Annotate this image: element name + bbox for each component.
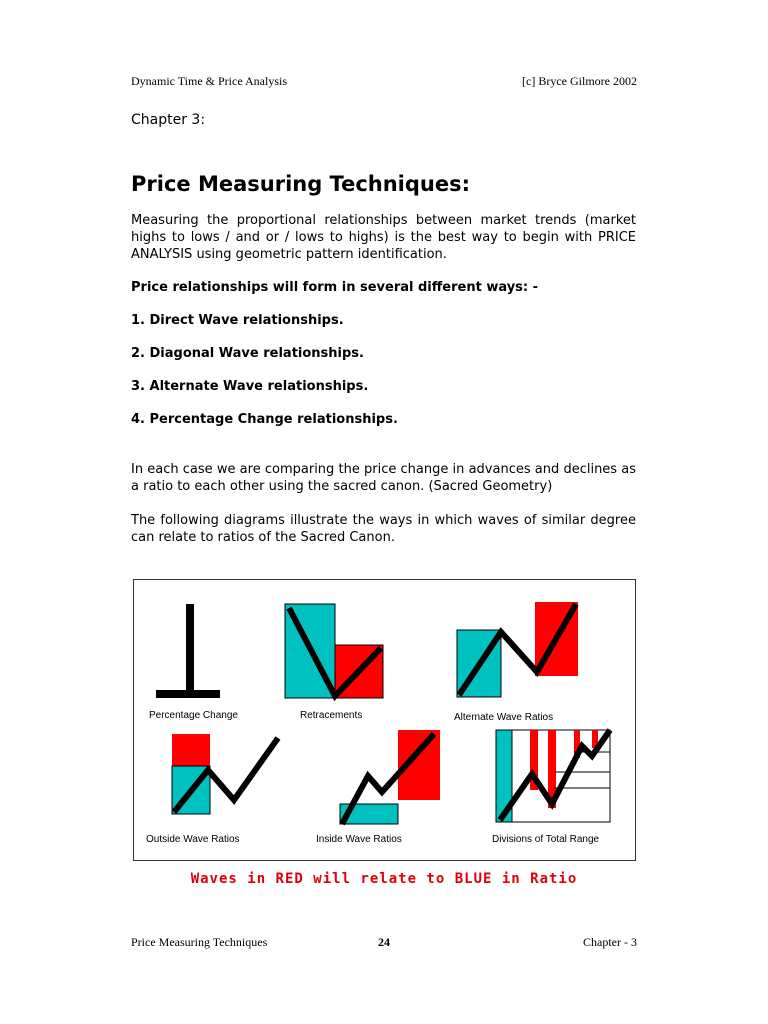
relationship-item-3: 3. Alternate Wave relationships. [131, 379, 369, 394]
percentage-change-vertical-bar [186, 604, 194, 694]
header-copyright: [c] Bryce Gilmore 2002 [522, 74, 637, 88]
footer-section-title: Price Measuring Techniques [131, 935, 268, 949]
inside-wave-diagram [340, 730, 440, 824]
percentage-change-diagram [156, 604, 220, 698]
diagrams-paragraph: The following diagrams illustrate the ways in which waves of similar degree can relate to ratios of the Sacred Canon. [131, 513, 636, 545]
wave-ratio-diagram [133, 579, 636, 861]
label-percentage-change: Percentage Change [149, 710, 238, 721]
label-inside-wave-ratios: Inside Wave Ratios [316, 834, 402, 845]
footer-chapter: Chapter - 3 [583, 935, 637, 949]
relationships-heading: Price relationships will form in several different ways: - [131, 280, 539, 295]
relationship-item-4: 4. Percentage Change relationships. [131, 412, 398, 427]
label-retracements: Retracements [300, 710, 363, 721]
label-divisions-total-range: Divisions of Total Range [492, 834, 600, 845]
figure-caption: Waves in RED will relate to BLUE in Ratio [190, 871, 578, 887]
relationship-item-2: 2. Diagonal Wave relationships. [131, 346, 364, 361]
outside-wave-diagram [172, 734, 278, 814]
divisions-total-range-diagram [496, 730, 610, 822]
label-outside-wave-ratios: Outside Wave Ratios [146, 834, 240, 845]
footer-page-number: 24 [378, 935, 390, 949]
label-alternate-wave-ratios: Alternate Wave Ratios [454, 712, 554, 723]
intro-paragraph: Measuring the proportional relationships between market trends (market highs to lows / and or / lows to highs) is the best way to begin with PRICE ANALYSIS using geometric pattern identification. [131, 213, 636, 262]
wave-ratio-diagram-svg [134, 580, 635, 860]
relationship-item-1: 1. Direct Wave relationships. [131, 313, 344, 328]
chapter-label: Chapter 3: [131, 112, 206, 128]
retracements-diagram [285, 604, 383, 698]
comparison-paragraph: In each case we are comparing the price change in advances and declines as a ratio to each other using the sacred canon. (Sacred Geometry) [131, 462, 636, 494]
page-title: Price Measuring Techniques: [131, 172, 471, 196]
alternate-wave-diagram [457, 602, 578, 697]
header-document-title: Dynamic Time & Price Analysis [131, 74, 287, 88]
percentage-change-base-bar [156, 690, 220, 698]
outside-red-box [172, 734, 210, 766]
